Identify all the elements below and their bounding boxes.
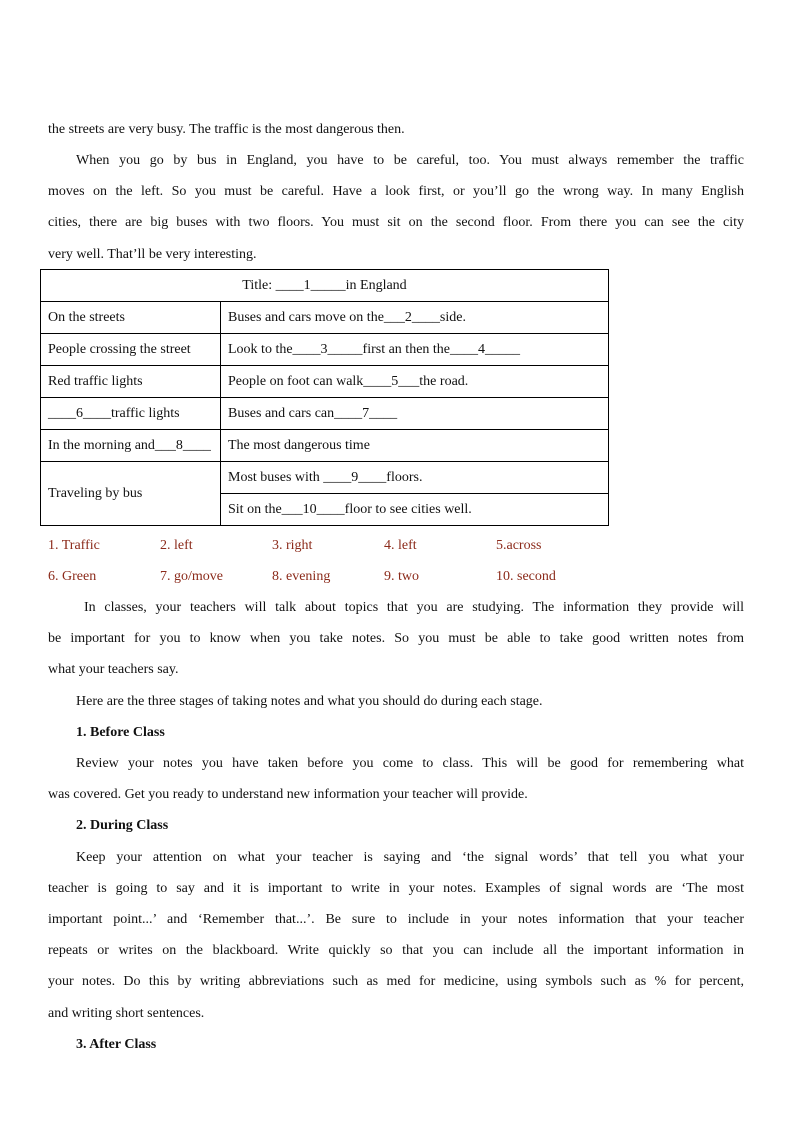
table-row xyxy=(41,334,609,366)
section-heading: 2. During Class xyxy=(76,818,169,833)
table-cell-right: Buses and cars can____7____ xyxy=(221,398,609,430)
table-row xyxy=(41,462,609,494)
answer-key-row xyxy=(48,536,748,556)
section-heading: 1. Before Class xyxy=(76,725,165,740)
passage-line: cities, there are big buses with two floors. You must sit on the second floor. From there you can see the city xyxy=(48,215,744,230)
passage-line: When you go by bus in England, you have to be careful, too. You must always remember the traffic xyxy=(76,153,744,168)
table-row xyxy=(41,302,609,334)
passage-line: be important for you to know when you take notes. So you must be able to take good written notes from xyxy=(48,631,744,646)
table-cell-right: Most buses with ____9____floors. xyxy=(221,462,609,494)
passage-line: was covered. Get you ready to understand new information your teacher will provide. xyxy=(48,787,528,802)
passage-line: what your teachers say. xyxy=(48,662,179,677)
task-table xyxy=(40,269,609,526)
table-cell-left: On the streets xyxy=(41,302,221,334)
answer-item: 3. right xyxy=(272,538,313,553)
table-cell-left: People crossing the street xyxy=(41,334,221,366)
table-cell-left: ____6____traffic lights xyxy=(41,398,221,430)
table-title: Title: ____1_____in England xyxy=(41,270,609,302)
answer-item: 6. Green xyxy=(48,569,97,584)
table-cell-left: Traveling by bus xyxy=(41,462,221,526)
passage-line: moves on the left. So you must be careful. Have a look first, or you’ll go the wrong way. In many English xyxy=(48,184,744,199)
answer-item: 4. left xyxy=(384,538,417,553)
passage-line: important point...’ and ‘Remember that...’. Be sure to include in your notes information that your teacher xyxy=(48,912,744,927)
table-cell-right: Look to the____3_____first an then the____4_____ xyxy=(221,334,609,366)
answer-item: 2. left xyxy=(160,538,193,553)
table-row xyxy=(41,430,609,462)
passage-line: Review your notes you have taken before you come to class. This will be good for remembering what xyxy=(76,756,744,771)
passage-line: teacher is going to say and it is important to write in your notes. Examples of signal words are ‘The most xyxy=(48,881,744,896)
table-cell-left: Red traffic lights xyxy=(41,366,221,398)
answer-item: 10. second xyxy=(496,569,556,584)
passage-line: and writing short sentences. xyxy=(48,1006,205,1021)
table-row xyxy=(41,398,609,430)
table-row xyxy=(41,366,609,398)
table-cell-left: In the morning and___8____ xyxy=(41,430,221,462)
passage-line: In classes, your teachers will talk about topics that you are studying. The information they provide will xyxy=(84,600,744,615)
passage-line: repeats or writes on the blackboard. Write quickly so that you can include all the important information in xyxy=(48,943,744,958)
section-heading: 3. After Class xyxy=(76,1037,157,1052)
answer-item: 1. Traffic xyxy=(48,538,100,553)
answer-item: 5.across xyxy=(496,538,542,553)
passage-line: Keep your attention on what your teacher is saying and ‘the signal words’ that tell you what your xyxy=(76,850,744,865)
passage-line: your notes. Do this by writing abbreviations such as med for medicine, using symbols such as % for percent, xyxy=(48,974,744,989)
table-cell-right: People on foot can walk____5___the road. xyxy=(221,366,609,398)
answer-key-row xyxy=(48,567,748,587)
passage-line: the streets are very busy. The traffic is the most dangerous then. xyxy=(48,122,405,137)
passage-line: very well. That’ll be very interesting. xyxy=(48,247,257,262)
table-cell-right: The most dangerous time xyxy=(221,430,609,462)
passage-line: Here are the three stages of taking notes and what you should do during each stage. xyxy=(76,694,543,709)
table-cell-right: Sit on the___10____floor to see cities well. xyxy=(221,494,609,526)
answer-item: 8. evening xyxy=(272,569,331,584)
answer-item: 7. go/move xyxy=(160,569,223,584)
answer-item: 9. two xyxy=(384,569,419,584)
table-cell-right: Buses and cars move on the___2____side. xyxy=(221,302,609,334)
